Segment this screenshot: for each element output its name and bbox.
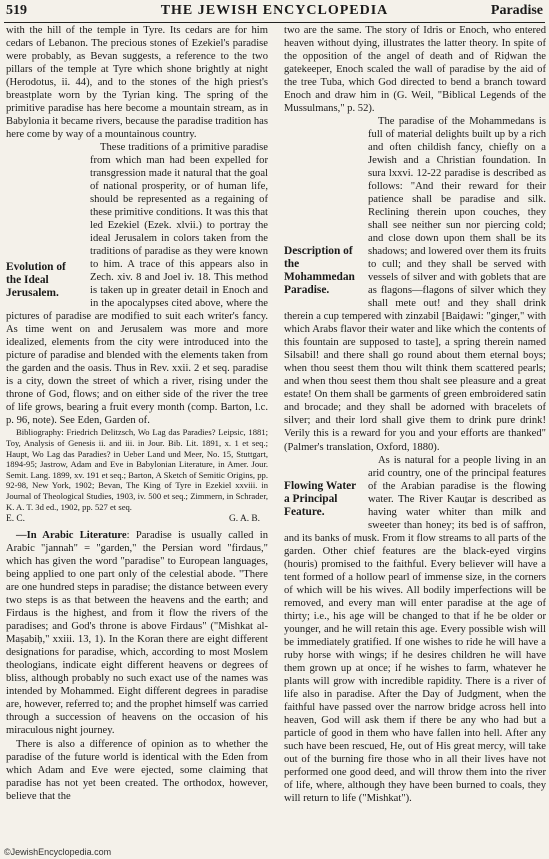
- paragraph: with the hill of the temple in Tyre. Its cedars are for him cedars of Lebanon. The precious stones of Ezekiel's paradise were probably, as Bevan suggests, a reference to the two pillars of the temple at Tyre which shone brightly at night (Herodotus, ii. 44), and to the stones of the high priest's breastplate worn by the Tyrian king. The spring of the primitive paradise has here become a mountain stream, as in Babylonia it became rivers, because the paradise tradition has here come by way of a mountainous country.: [6, 25, 268, 141]
- right-column: [284, 24, 546, 844]
- page-header: [4, 2, 545, 23]
- article-word: Paradise: [490, 3, 543, 18]
- paragraph: two are the same. The story of Idris or Enoch, who entered heaven without dying, illustrates the latter theory. In spite of the opposition of the angel of death and of Riḍwan the gatekeeper, Enoch scaled the wall of paradise by the aid of the tree Tuba, which God directed to bend a branch toward Enoch and draw him in (G. Weil, "Biblical Legends of the Mussulmans," p. 52).: [284, 25, 546, 115]
- paragraph: As is natural for a people living in an arid country, one of the principal features of the Arabian paradise is the flowing water. The River Kauṯar is described as having water whiter than milk and sweeter than honey; its bed is of saffron, and its banks of musk. From it flow streams to all parts of the garden. Other chief features are the black-eyed virgins (houris) promised to the faithful. Every believer will have a tent formed of a hollow pearl of immense size, in the corners of which will be his wives. All bodily imperfections will be removed, and every man will enter paradise at the age of thirty; i.e., his age will be changed to that if he be older or younger, and he will retain this age. Every possible wish will be immediately gratified. If one wishes to ride he will have a ruby horse with wings; if he desires children he will have them grown up at once; if he wishes to farm, whatever he plants will grow with incredible rapidity. There is a river of life also in paradise. After the Day of Judgment, when the faithful have passed over the narrow bridge across hell into heaven, God will ask them if there be any who had but a particle of good in them who have fallen into hell. After any such have been rescued, He, out of His great mercy, will take out of the burning fire those who in all their lives have not performed one good deed, and will throw them into the river of life, where, although they have been burned to coals, they will return to life ("Mishkat").: [284, 454, 546, 804]
- margin-heading: Evolution of the Ideal Jerusalem.: [6, 261, 66, 300]
- author-initials: E. C.: [6, 514, 26, 525]
- paragraph: The paradise of the Mohammedans is full of material delights built up by a rich and often childish fancy, chiefly on a Jewish and a Christian foundation. In sura lxxvi. 12-22 paradise is described as follows: "And their reward for their patience shall be paradise and silk. Reclining therein upon couches, they shall see neither sun nor piercing cold; and close down upon them shall be its shadows; and lowered over them its fruits to cull; and they shall be served with vessels of silver and with goblets that are as flagons—flagons of silver which they shall mete out! and they shall drink therein a cup tempered with zinzabil [Baiḍawi: "ginger," with which Arabs flavor their water and like which the contents of this fountain are supposed to taste], a spring therein named Silsabil! and there shall go round about them eternal boys; when thou seest them thou wilt think them scattered pearls; and when thou seest them thou shalt see pleasure and a great estate! On them shall be garments of green embroidered satin and brocade; and they shall be adorned with bracelets of silver; and their lord shall give them to drink pure drink! Verily this is a reward for you and your efforts are thanked" (Palmer's translation, Oxford, 1880).: [284, 116, 546, 453]
- signature-line: [6, 513, 268, 526]
- bibliography: Bibliography: Friedrich Delitzsch, Wo Lag das Paradies? Leipsic, 1881; Toy, Analysis of Genesis ii. and iii. in Jour. Bib. Lit. 1891, x. 1 et seq.; Haupt, Wo Lag das Paradies? in Ueber Land und Meer, No. 15, Stuttgart, 1894-95; Jastrow, Adam and Eve in Babylonian Literature, in Amer. Jour. Semit. Lang. 1899, xv. 191 et seq.; Barton, A Sketch of Semitic Origins, pp. 92-98, New York, 1902; Bevan, The King of Tyre in Ezekiel xxviii. in Journal of Theological Studies, 1903, iv. 500 et seq.; Zimmern, in Schrader, K. A. T. 3d ed., 1902, pp. 527 et seq.: [6, 427, 268, 512]
- author-initials: G. A. B.: [229, 514, 260, 525]
- paragraph: These traditions of a primitive paradise from which man had been expelled for transgression made it natural that the goal of national prosperity, or of human life, should be represented as a regaining of these primitive conditions. It was this that led Ezekiel (Ezek. xlvii.) to portray the ideal Jerusalem in colors taken from the traditions of paradise as they were known to him. A trace of this appears also in Zech. xiv. 8 and Joel iv. 18. This method is taken up in greater detail in Enoch and in the apocalypses cited above, where the pictures of paradise are modified to suit each writer's fancy. As time went on and Jerusalem was more and more idealized, elements from the city were introduced into the picture of paradise and blended with the elements taken from the garden and the oasis. Thus in Rev. xxii. 2 et seq. paradise is a city, down the street of which a river, rising under the throne of God, flows; and on either side of the river the tree of life grows, bearing a fruit every month (comp. Barton, l.c. p. 96, note). See Eden, Garden of.: [6, 142, 268, 427]
- site-footer: ©JewishEncyclopedia.com: [4, 847, 112, 857]
- section-heading: —In Arabic Literature: [16, 530, 127, 542]
- page-number: 519: [6, 3, 27, 18]
- left-column: [6, 24, 268, 844]
- margin-heading: Description of the Mohammedan Paradise.: [284, 245, 355, 297]
- margin-heading: Flowing Water a Principal Feature.: [284, 479, 357, 518]
- paragraph: There is also a difference of opinion as to whether the paradise of the future world is identical with the Eden from which Adam and Eve were ejected, some claiming that paradise has not yet been created. The orthodox, however, believe that the: [6, 738, 268, 802]
- journal-title: THE JEWISH ENCYCLOPEDIA: [160, 3, 389, 18]
- paragraph: —In Arabic Literature: Paradise is usually called in Arabic "jannah" = "garden," the Persian word "firdaus," which has given the word "paradise" to European languages, being applied to one part only of the celestial abode. "There are one hundred steps in paradise; the distance between every two steps is as that between the heavens and the earth; and Firdaus is the highest, and from it flow the rivers of the paradises; and God's throne is above Firdaus" ("Mishkat al-Maṣabiḥ," xxiii. 13, 1). In the Koran there are eight different designations for paradise, which, according to most Moslem theologians, indicate eight different heavens or degrees of bliss, although probably no such exact use of the names was intended by Mohammed. Eight different degrees in paradise are, however, referred to; and the prophet himself was carried through a succession of heavens on the occasion of his miraculous night journey.: [6, 530, 268, 737]
